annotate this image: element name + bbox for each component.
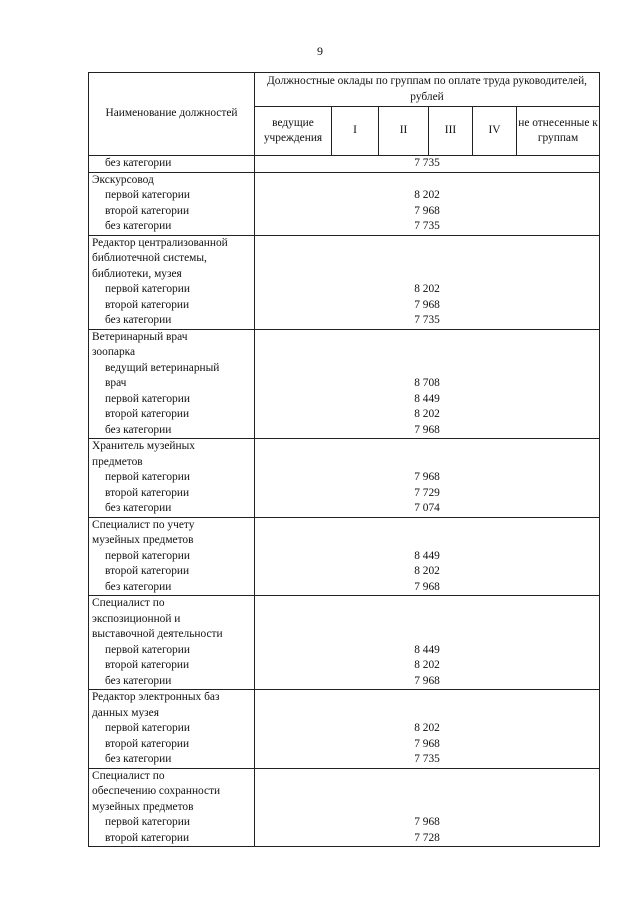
position-title: Специалист по учету bbox=[92, 518, 195, 531]
salary-value-cell bbox=[255, 596, 600, 690]
table-row bbox=[89, 329, 600, 439]
salary-spacer bbox=[255, 518, 599, 534]
category-label: без категории bbox=[105, 580, 172, 593]
salary-value: 7 729 bbox=[414, 486, 440, 499]
salary-value: 7 735 bbox=[414, 157, 440, 169]
category-label: первой категории bbox=[105, 816, 190, 828]
position-title: библиотечной системы, bbox=[92, 252, 207, 264]
position-title: экспозиционной и bbox=[92, 612, 181, 625]
position-name-cell bbox=[89, 156, 255, 173]
salary-value: 7 735 bbox=[414, 220, 440, 232]
salary-spacer bbox=[255, 345, 599, 361]
category-label: без категории bbox=[105, 157, 172, 169]
position-name-cell bbox=[89, 235, 255, 329]
salary-value: 8 202 bbox=[414, 659, 440, 671]
salary-value: 7 968 bbox=[414, 423, 440, 436]
table-row bbox=[89, 768, 600, 847]
table-row bbox=[89, 172, 600, 235]
header-group-3: III bbox=[429, 107, 473, 156]
category-label: без категории bbox=[105, 753, 172, 765]
salary-value-cell bbox=[255, 690, 600, 769]
position-title: музейных предметов bbox=[92, 534, 194, 546]
salary-spacer bbox=[255, 455, 599, 471]
category-label: без категории bbox=[105, 423, 172, 436]
table-row bbox=[89, 156, 600, 173]
category-label: без категории bbox=[105, 314, 172, 326]
category-label: первой категории bbox=[105, 283, 190, 295]
salary-value-cell bbox=[255, 329, 600, 439]
salary-value: 7 968 bbox=[414, 471, 440, 483]
category-label: первой категории bbox=[105, 392, 190, 405]
category-label: без категории bbox=[105, 220, 172, 232]
salary-value: 7 728 bbox=[414, 831, 440, 844]
salary-spacer bbox=[255, 612, 599, 628]
page-number: 9 bbox=[317, 44, 323, 58]
salary-spacer bbox=[255, 330, 599, 346]
salary-value: 8 202 bbox=[414, 565, 440, 577]
header-salary-groups: Должностные оклады по группам по оплате труда руководителей, рублей bbox=[255, 73, 600, 107]
header-group-2: II bbox=[379, 107, 429, 156]
position-name-cell bbox=[89, 690, 255, 769]
table-row bbox=[89, 439, 600, 518]
salary-value: 8 202 bbox=[414, 722, 440, 734]
salary-spacer bbox=[255, 784, 599, 800]
salary-spacer bbox=[255, 173, 599, 189]
category-label: второй категории bbox=[105, 486, 190, 499]
category-label: без категории bbox=[105, 502, 172, 514]
position-title: обеспечению сохранности bbox=[92, 785, 221, 797]
position-name-cell bbox=[89, 172, 255, 235]
table-row bbox=[89, 690, 600, 769]
category-label: первой категории bbox=[105, 722, 190, 734]
salary-spacer bbox=[255, 439, 599, 455]
salary-value: 7 968 bbox=[414, 674, 440, 687]
salary-value: 7 968 bbox=[414, 298, 440, 311]
category-label: второй категории bbox=[105, 659, 190, 671]
salary-spacer bbox=[255, 267, 599, 283]
position-title: библиотеки, музея bbox=[92, 267, 182, 280]
position-title: Редактор централизованной bbox=[92, 236, 228, 249]
salary-spacer bbox=[255, 800, 599, 816]
position-title: музейных предметов bbox=[92, 800, 194, 813]
salary-value-cell bbox=[255, 439, 600, 518]
position-title: Специалист по bbox=[92, 597, 165, 609]
salary-spacer bbox=[255, 251, 599, 267]
salary-spacer bbox=[255, 627, 599, 643]
salary-spacer bbox=[255, 533, 599, 549]
category-label: без категории bbox=[105, 674, 172, 687]
category-label: второй категории bbox=[105, 408, 190, 420]
salary-spacer bbox=[255, 596, 599, 612]
position-title: выставочной деятельности bbox=[92, 628, 223, 640]
category-label: второй категории bbox=[105, 831, 190, 844]
category-label: второй категории bbox=[105, 298, 190, 311]
position-title: зоопарка bbox=[92, 346, 136, 358]
salary-value: 7 968 bbox=[414, 816, 440, 828]
salary-value: 7 735 bbox=[414, 314, 440, 326]
salary-value: 7 968 bbox=[414, 737, 440, 750]
salary-spacer bbox=[255, 706, 599, 722]
position-name-cell bbox=[89, 517, 255, 596]
position-name-cell bbox=[89, 439, 255, 518]
salary-spacer bbox=[255, 361, 599, 377]
position-title: Редактор электронных баз bbox=[92, 691, 220, 703]
category-label: врач bbox=[105, 377, 127, 389]
category-label: ведущий ветеринарный bbox=[105, 361, 220, 374]
category-label: второй категории bbox=[105, 565, 190, 577]
table-row bbox=[89, 235, 600, 329]
salary-value: 8 202 bbox=[414, 283, 440, 295]
salary-table bbox=[88, 72, 600, 847]
table-row bbox=[89, 596, 600, 690]
salary-value: 8 449 bbox=[414, 392, 440, 405]
header-group-4: IV bbox=[473, 107, 517, 156]
salary-value: 7 968 bbox=[414, 204, 440, 217]
salary-value-cell bbox=[255, 517, 600, 596]
salary-value: 7 074 bbox=[414, 502, 440, 514]
position-title: предметов bbox=[92, 455, 143, 468]
header-group-1: I bbox=[332, 107, 379, 156]
salary-value: 8 449 bbox=[414, 643, 440, 656]
salary-value: 7 968 bbox=[414, 580, 440, 593]
salary-spacer bbox=[255, 236, 599, 252]
salary-value-cell bbox=[255, 172, 600, 235]
header-leading-institutions: ведущие учреждения bbox=[255, 107, 332, 156]
salary-value: 8 449 bbox=[414, 549, 440, 562]
position-title: Хранитель музейных bbox=[92, 440, 195, 452]
position-name-cell bbox=[89, 596, 255, 690]
salary-spacer bbox=[255, 690, 599, 706]
position-title: данных музея bbox=[92, 706, 159, 719]
position-title: Ветеринарный врач bbox=[92, 330, 188, 343]
category-label: второй категории bbox=[105, 204, 190, 217]
position-title: Специалист по bbox=[92, 769, 165, 782]
table-row bbox=[89, 517, 600, 596]
category-label: первой категории bbox=[105, 189, 190, 201]
table-body bbox=[89, 156, 600, 847]
salary-value-cell bbox=[255, 235, 600, 329]
position-name-cell bbox=[89, 768, 255, 847]
category-label: второй категории bbox=[105, 737, 190, 750]
salary-value: 8 202 bbox=[414, 408, 440, 420]
category-label: первой категории bbox=[105, 549, 190, 562]
salary-value: 8 708 bbox=[414, 377, 440, 389]
salary-value: 8 202 bbox=[414, 189, 440, 201]
salary-value-cell bbox=[255, 768, 600, 847]
salary-value-cell bbox=[255, 156, 600, 173]
category-label: первой категории bbox=[105, 471, 190, 483]
category-label: первой категории bbox=[105, 643, 190, 656]
header-not-assigned: не отнесенные к группам bbox=[517, 107, 600, 156]
position-name-cell bbox=[89, 329, 255, 439]
position-title: Экскурсовод bbox=[92, 173, 154, 186]
header-position-name: Наименование должностей bbox=[89, 73, 255, 156]
salary-value: 7 735 bbox=[414, 753, 440, 765]
salary-spacer bbox=[255, 769, 599, 785]
table-header bbox=[89, 73, 600, 156]
